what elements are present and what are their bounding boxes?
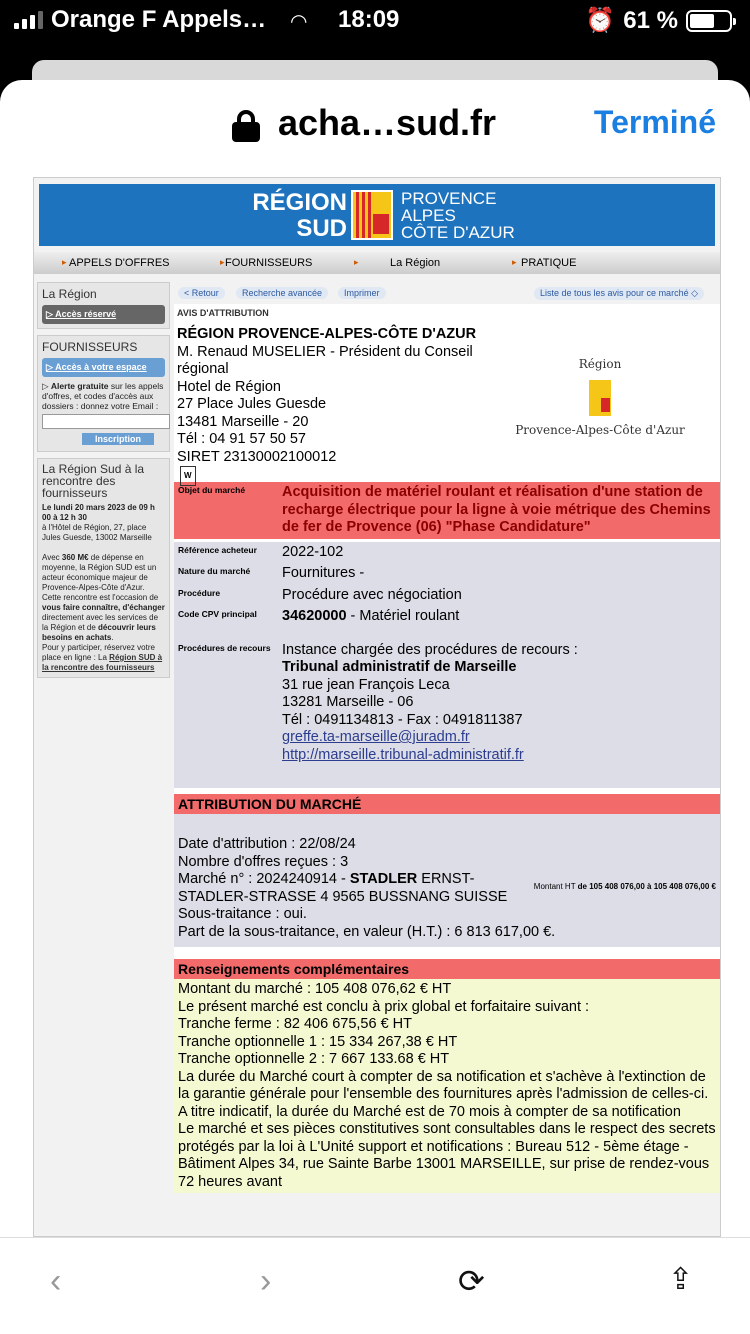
meeting-title: La Région Sud à la rencontre des fournisseurs (42, 462, 145, 500)
done-button[interactable]: Terminé (593, 104, 716, 140)
signal-icon (14, 11, 43, 29)
alert-text: ▷ Alerte gratuite sur les appels d'offres, et codes d'accès aux dossiers : donnez votre Email : (42, 381, 164, 411)
row-reference: Référence acheteur 2022-102 (174, 542, 720, 564)
meeting-place: à l'Hôtel de Région, 27, place Jules Guesde, 13002 Marseille (42, 523, 152, 542)
forward-arrow-icon[interactable]: › (260, 1262, 272, 1300)
email-input[interactable] (42, 414, 170, 429)
space-access-button[interactable]: ▷ Accès à votre espace (42, 358, 165, 377)
row-nature: Nature du marché Fournitures - (174, 563, 720, 585)
clock: 18:09 (338, 6, 400, 33)
meeting-link[interactable]: Région SUD à la rencontre des fournisseurs (42, 653, 163, 672)
recours-email-link[interactable]: greffe.ta-marseille@juradm.fr (282, 729, 470, 745)
print-button[interactable]: Imprimer (338, 287, 386, 299)
reserved-access-button[interactable]: ▷ Accès réservé (42, 305, 165, 324)
site-banner[interactable] (39, 184, 715, 246)
attribution-block: Date d'attribution : 22/08/24 Nombre d'offres reçues : 3 Marché n° : 2024240914 - STADLER ERNST- STADLER-STRASSE 4 9565 BUSSNANG SUISSE Montant HT de 105 408 076,00 à 105 408 076,00 € Sous-traitance : oui. Part de la sous-traitance, en valeur (H.T.) : 6 813 617,00 €. (174, 814, 720, 947)
back-button[interactable]: < Retour (178, 287, 225, 299)
sidebar-region-title: La Région (42, 287, 97, 301)
browser-sheet (0, 80, 750, 1334)
recours-url-link[interactable]: http://marseille.tribunal-administratif.fr (282, 746, 524, 763)
buyer-name: RÉGION PROVENCE-ALPES-CÔTE D'AZUR (177, 326, 477, 342)
buyer-block: RÉGION PROVENCE-ALPES-CÔTE D'AZUR M. Renaud MUSELIER - Président du Conseil régional Hotel de Région 27 Place Jules Guesde 13481 Marseille - 20 Tél : 04 91 57 50 57 SIRET 23130002100012 W Région Provence-Alpes-Côte d'Azur (174, 322, 720, 482)
notice-content (174, 282, 720, 1193)
row-recours: Procédures de recours Instance chargée des procédures de recours : Tribunal administratif de Marseille 31 rue jean François Leca 13281 Marseille - 06 Tél : 0491134813 - Fax : 0491811387 greffe.ta-marseille@juradm.fr http://marseille.tribunal-administratif.fr (174, 640, 720, 789)
sidebar-meeting-box (37, 458, 170, 678)
row-objet: Objet du marché Acquisition de matériel roulant et réalisation d'une station de recharge électrique pour la ligne à voie métrique des Chemins de fer de Provence (06) "Phase Candidature" (174, 482, 720, 539)
inscription-button[interactable]: Inscription (82, 433, 154, 445)
sidebar (37, 282, 170, 684)
nav-pratique[interactable]: PRATIQUE (521, 257, 577, 269)
attribution-title: ATTRIBUTION DU MARCHÉ (174, 794, 720, 814)
nav-arrow-icon: ▸ (62, 257, 67, 267)
nav-region[interactable]: La Région (390, 257, 441, 269)
nav-arrow-icon: ▸ (512, 257, 517, 267)
lock-icon (232, 110, 260, 138)
nav-appels[interactable]: APPELS D'OFFRES (69, 257, 170, 269)
status-right (585, 6, 732, 35)
notice-toolbar (174, 282, 720, 304)
wifi-icon: ◠ (290, 11, 308, 33)
notices-list-select[interactable]: Liste de tous les avis pour ce marché ◇ (534, 287, 704, 300)
advanced-search-button[interactable]: Recherche avancée (236, 287, 328, 299)
meeting-p1: Avec 360 M€ de dépense en moyenne, la Région SUD est un acteur économique majeur de Provence-Alpes-Côte d'Azur. (42, 553, 157, 592)
montant-ht: Montant HT de 105 408 076,00 à 105 408 076,00 € (533, 882, 716, 891)
sidebar-region-box (37, 282, 170, 329)
sidebar-suppliers-box (37, 335, 170, 452)
main-nav (34, 252, 721, 274)
region-logo-text: RÉGION SUD (252, 189, 347, 242)
meeting-p2: Cette rencontre est l'occasion de vous faire connaître, d'échanger directement avec les services de la Région et de découvrir leurs besoins en achats. (42, 593, 165, 642)
meeting-p3: Pour y participer, réservez votre place en ligne : La Région SUD à la rencontre des fournisseurs (42, 643, 163, 672)
w-badge[interactable]: W (180, 466, 196, 486)
back-arrow-icon[interactable]: ‹ (50, 1262, 62, 1300)
complement-title: Renseignements complémentaires (174, 959, 720, 979)
nav-arrow-icon: ▸ (220, 257, 225, 267)
notice-type: AVIS D'ATTRIBUTION (177, 308, 269, 318)
url-bar[interactable] (0, 80, 750, 175)
row-cpv: Code CPV principal 34620000 - Matériel roulant (174, 606, 720, 640)
row-procedure: Procédure Procédure avec négociation (174, 585, 720, 607)
nav-arrow-icon: ▸ (354, 257, 359, 267)
battery-percent: 61 % (623, 6, 678, 34)
refresh-icon[interactable]: ⟳ (458, 1263, 485, 1299)
status-bar (0, 0, 750, 44)
nav-fournisseurs[interactable]: FOURNISSEURS (225, 257, 313, 269)
meeting-date: Le lundi 20 mars 2023 de 09 h 00 à 12 h 30 (42, 503, 155, 522)
browser-toolbar (0, 1237, 750, 1334)
crest-icon (351, 190, 393, 240)
sidebar-suppliers-title: FOURNISSEURS (42, 340, 138, 354)
web-page (33, 177, 721, 1237)
url-text[interactable]: acha…sud.fr (278, 102, 497, 143)
alarm-icon: ⏰ (585, 7, 616, 34)
crest-icon (589, 380, 611, 416)
share-icon[interactable]: ⇪ (668, 1263, 694, 1296)
complement-block: Montant du marché : 105 408 076,62 € HT Le présent marché est conclu à prix global et forfaitaire suivant : Tranche ferme : 82 406 675,56 € HT Tranche optionnelle 1 : 15 334 267,38 € HT Tranche optionnelle 2 : 7 667 133.68 € HT La durée du Marché court à compter de sa notification et s'achève à l'extinction de la garantie générale pour l'ensemble des fournitures après l'admission de celles-ci. A titre indicatif, la durée du Marché est de 70 mois à compter de sa notification Le marché et ses pièces constitutives sont consultables dans le respect des secrets protégés par la loi à L'Unité support et notifications : Bureau 512 - 5ème étage - Bâtiment Alpes 34, rue Sainte Barbe 13001 MARSEILLE, sur prise de rendez-vous 72 heures avant (174, 979, 720, 1193)
paca-text: PROVENCE ALPES CÔTE D'AZUR (401, 189, 515, 242)
region-logo: Région Provence-Alpes-Côte d'Azur (515, 357, 685, 437)
battery-icon (686, 10, 732, 32)
carrier: Orange F Appels… (14, 6, 266, 34)
